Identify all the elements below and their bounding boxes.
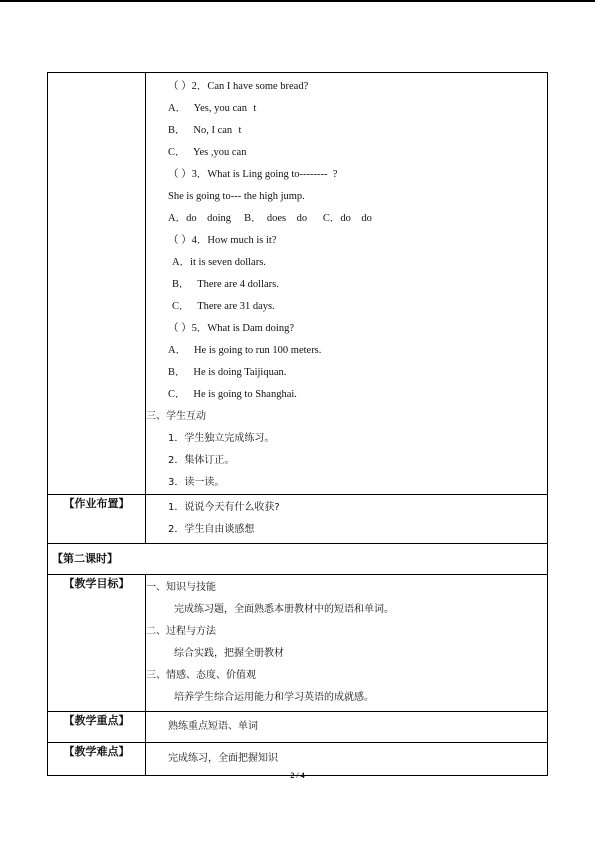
question-4-option-a: A．it is seven dollars. <box>172 257 266 268</box>
homework-label: 【作业布置】 <box>48 495 146 544</box>
key-points-row <box>48 712 548 743</box>
goals-heading-attitude: 三、情感、态度、价值观 <box>146 670 256 681</box>
second-lesson-cell <box>48 544 548 575</box>
question-2: （ ）2．Can I have some bread? <box>168 81 309 92</box>
lesson-plan-table <box>47 72 548 776</box>
exercise-row <box>48 73 548 495</box>
goals-label: 【教学目标】 <box>48 575 146 712</box>
question-3: （ ）3．What is Ling going to-------- ? <box>168 169 338 180</box>
homework-row <box>48 495 548 544</box>
interaction-item: 1．学生独立完成练习。 <box>168 433 275 444</box>
question-4-option-b: B． There are 4 dollars. <box>172 279 279 290</box>
goals-heading-knowledge: 一、知识与技能 <box>146 582 216 593</box>
question-2-option-c: C． Yes ,you can <box>168 147 247 158</box>
question-5-option-b: B． He is doing Taijiquan. <box>168 367 287 378</box>
difficulties-label: 【教学难点】 <box>48 743 146 776</box>
exercise-content-cell <box>146 73 548 495</box>
interaction-item: 3．读一读。 <box>168 477 225 488</box>
second-lesson-row <box>48 544 548 575</box>
question-4: （ ）4．How much is it? <box>168 235 277 246</box>
difficulties-text: 完成练习，全面把握知识 <box>168 753 278 764</box>
goals-row <box>48 575 548 712</box>
question-2-option-b: B． No, I cant <box>168 125 242 136</box>
homework-item: 1．说说今天有什么收获? <box>168 502 280 513</box>
second-lesson-label: 【第二课时】 <box>52 552 118 565</box>
question-5-option-a: A． He is going to run 100 meters. <box>168 345 322 356</box>
question-3-sentence: She is going to--- the high jump. <box>168 191 305 202</box>
goals-text-knowledge: 完成练习题，全面熟悉本册教材中的短语和单词。 <box>174 604 394 615</box>
key-points-content-cell <box>146 712 548 743</box>
goals-content-cell <box>146 575 548 712</box>
question-5: （ ）5．What is Dam doing? <box>168 323 294 334</box>
question-2-option-a: A． Yes, you cant <box>168 103 257 114</box>
exercise-label-cell <box>48 73 146 495</box>
homework-content-cell <box>146 495 548 544</box>
interaction-heading: 三、学生互动 <box>146 411 206 422</box>
homework-item: 2．学生自由谈感想 <box>168 524 255 535</box>
question-3-options: A．do doing B． does do C．do do <box>168 213 372 224</box>
interaction-item: 2．集体订正。 <box>168 455 235 466</box>
key-points-label: 【教学重点】 <box>48 712 146 743</box>
question-5-option-c: C． He is going to Shanghai. <box>168 389 297 400</box>
key-points-text: 熟练重点短语、单词 <box>168 721 258 732</box>
header-rule <box>0 0 595 2</box>
page-number: 2 / 4 <box>290 771 305 780</box>
question-4-option-c: C． There are 31 days. <box>172 301 275 312</box>
goals-text-process: 综合实践，把握全册教材 <box>174 648 284 659</box>
goals-heading-process: 二、过程与方法 <box>146 626 216 637</box>
goals-text-attitude: 培养学生综合运用能力和学习英语的成就感。 <box>174 692 374 703</box>
